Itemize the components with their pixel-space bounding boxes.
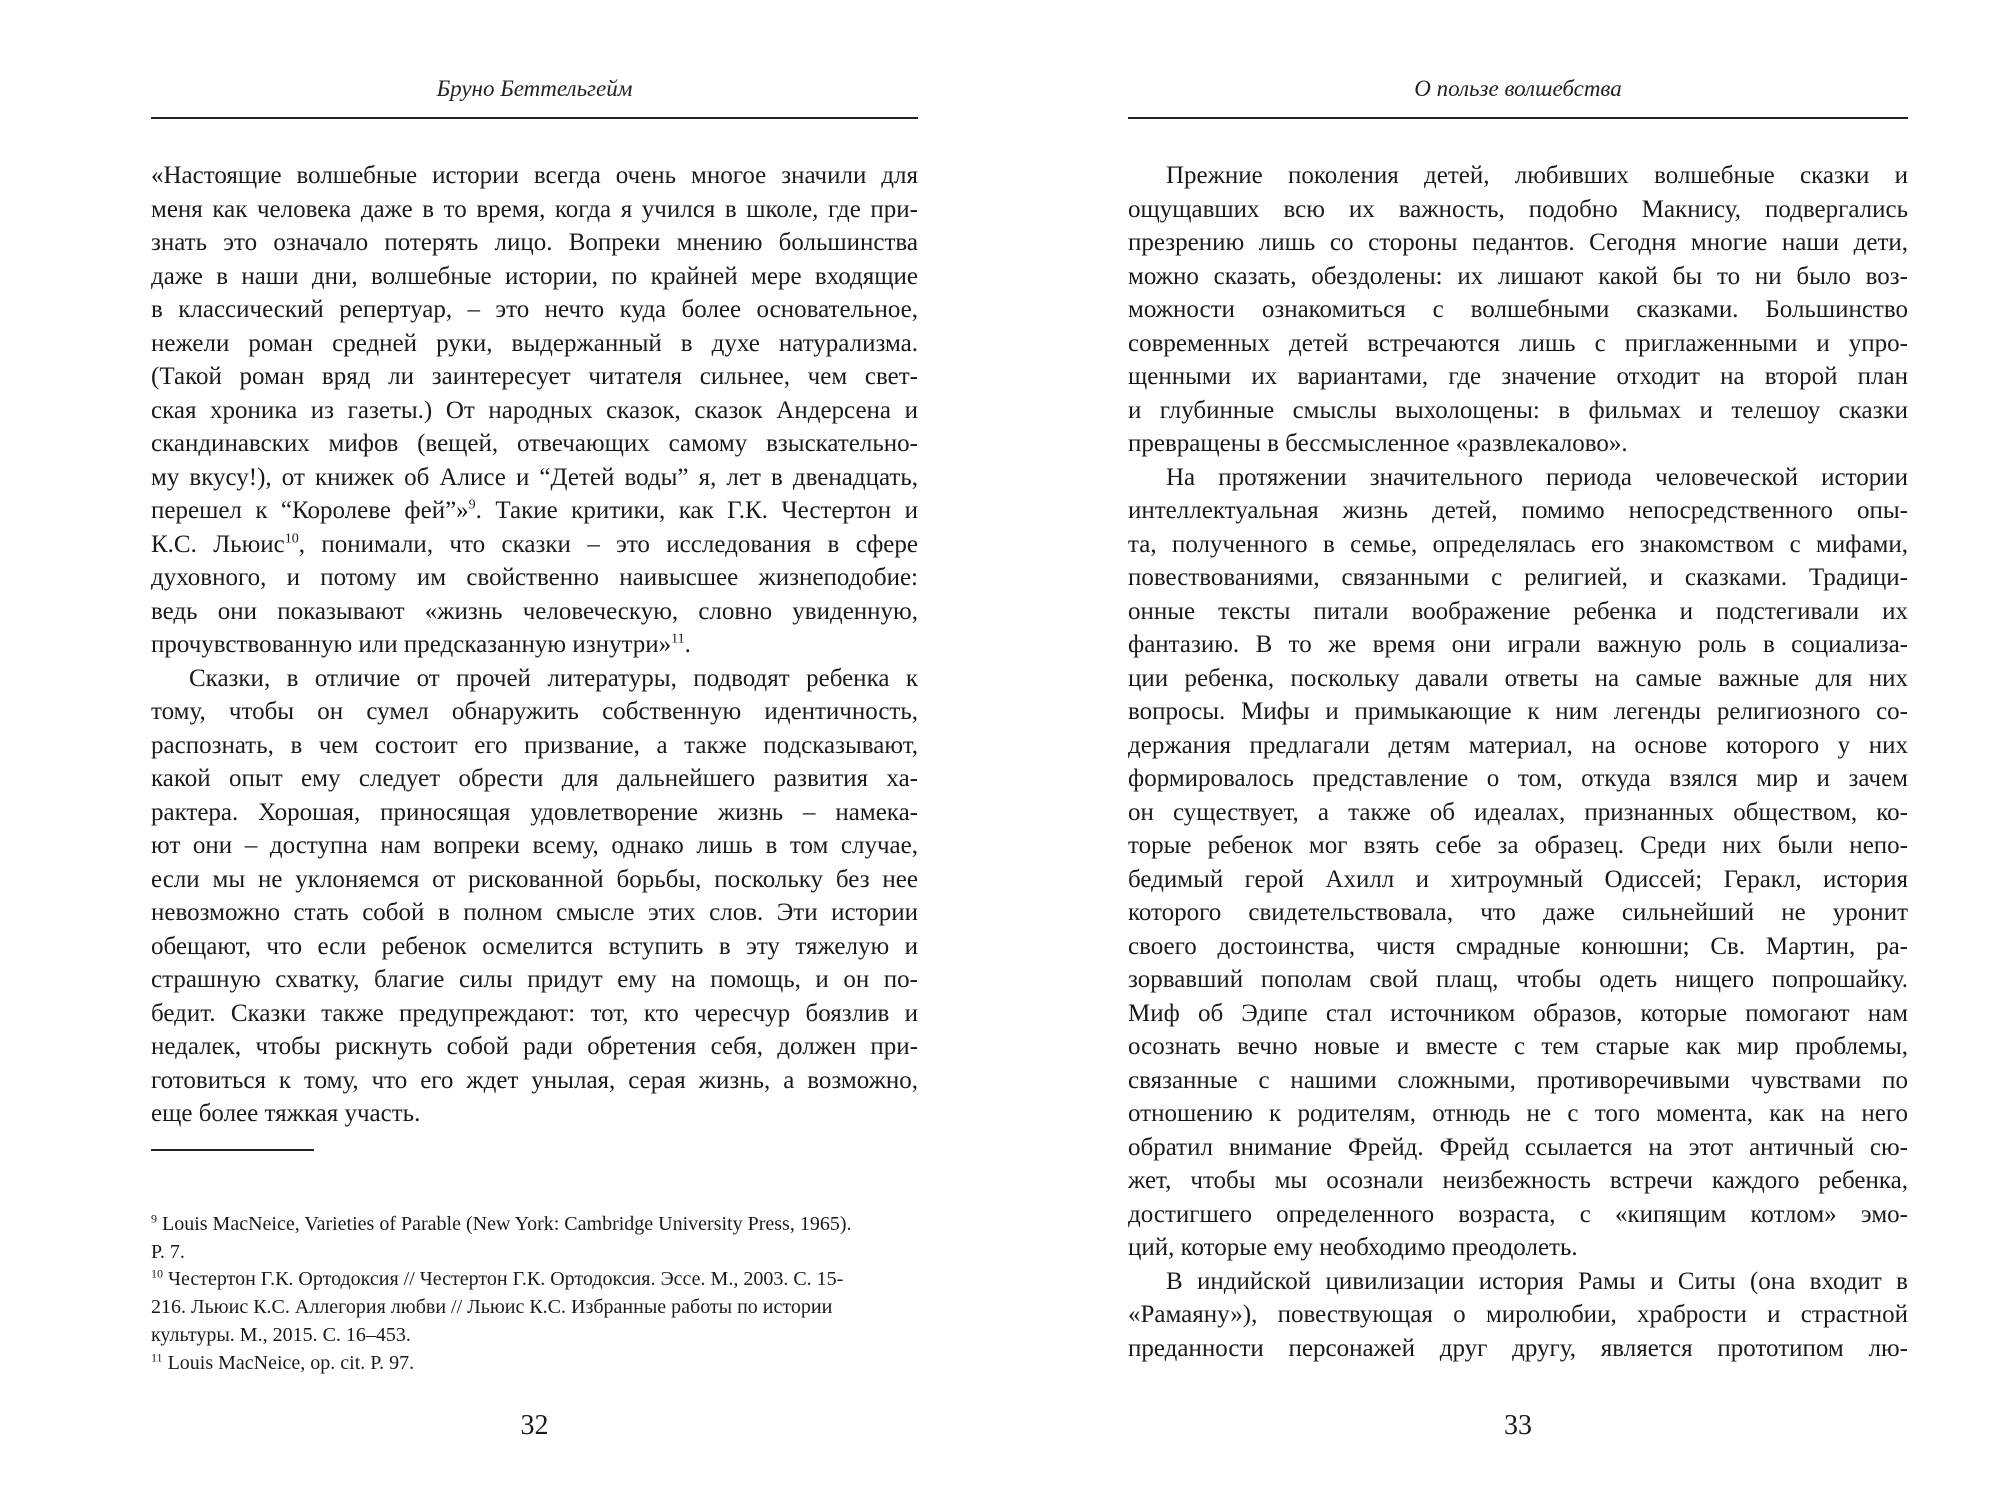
line-text: зорвавший пополам свой плащ, чтобы одеть нищего попрошайку. xyxy=(1128,966,1908,993)
text-line xyxy=(1128,963,1908,997)
line-text: держания предлагали детям материал, на основе которого у них xyxy=(1128,731,1908,759)
text-line xyxy=(1128,1064,1908,1098)
line-text: фантазию. В то же время они играли важную роль в социализа- xyxy=(1128,631,1908,658)
text-line xyxy=(1128,1265,1908,1299)
text-line xyxy=(1128,159,1908,193)
text-line xyxy=(151,997,918,1031)
line-text: страшную схватку, благие силы придут ему на помощь, и он по- xyxy=(151,966,918,993)
paragraph xyxy=(1128,461,1908,1265)
header-rule xyxy=(1128,117,1908,119)
text-line xyxy=(1128,729,1908,763)
text-line xyxy=(151,226,918,260)
line-text: Прежние поколения детей, любивших волшебные сказки и xyxy=(1166,162,1908,189)
line-text: которого свидетельствовала, что даже сильнейший не уронит xyxy=(1128,899,1908,926)
text-line xyxy=(1128,193,1908,227)
line-text: обратил внимание Фрейд. Фрейд ссылается на этот античный сю- xyxy=(1128,1133,1908,1161)
footnote-reference: 10 xyxy=(284,531,299,547)
text-line xyxy=(151,427,918,461)
text-line xyxy=(151,293,918,327)
footnote xyxy=(151,1266,918,1349)
line-text: «Рамаяну»), повествующая о миролюбии, храбрости и страстной xyxy=(1128,1301,1908,1328)
line-text: можности ознакомиться с волшебными сказками. Большинство xyxy=(1128,296,1908,323)
body-text xyxy=(151,159,918,1131)
text-line xyxy=(1128,1298,1908,1332)
line-text: жет, чтобы мы осознали неизбежность встречи каждого ребенка, xyxy=(1128,1167,1908,1194)
line-text: В индийской цивилизации история Рамы и Ситы (она входит в xyxy=(1166,1267,1908,1295)
text-line xyxy=(1128,829,1908,863)
line-text: невозможно стать собой в полном смысле этих слов. Эти истории xyxy=(151,899,918,926)
line-text: скандинавских мифов (вещей, отвечающих самому взыскательно- xyxy=(151,430,918,457)
line-text: готовиться к тому, что его ждет унылая, серая жизнь, а возможно, xyxy=(151,1066,918,1094)
page-number: 33 xyxy=(1504,1410,1532,1441)
text-line xyxy=(1128,695,1908,729)
line-text: тому, чтобы он сумел обнаружить собственную идентичность, xyxy=(151,698,918,725)
text-line xyxy=(151,360,918,394)
line-text: ведь они показывают «жизнь человеческую, словно увиденную, xyxy=(151,597,918,625)
line-text: «Настоящие волшебные истории всегда очень многое значили для xyxy=(151,162,918,189)
text-line xyxy=(1128,260,1908,294)
line-text: превращены в бессмысленное «развлекалово». xyxy=(1128,430,1628,457)
line-text: онные тексты питали воображение ребенка и подстегивали их xyxy=(1128,597,1908,625)
text-line xyxy=(151,695,918,729)
text-line xyxy=(151,1064,918,1098)
line-text: ций, которые ему необходимо преодолеть. xyxy=(1128,1234,1578,1261)
line-text: духовного, и потому им свойственно наивысшее жизнеподобие: xyxy=(151,564,918,591)
line-text: и глубинные смыслы выхолощены: в фильмах и телешоу сказки xyxy=(1128,396,1908,424)
text-line xyxy=(1128,1332,1908,1366)
footnote-text: культуры. М., 2015. С. 16–453. xyxy=(151,1323,411,1346)
text-line xyxy=(1128,1231,1908,1265)
text-line xyxy=(1128,461,1908,495)
text-line xyxy=(1128,394,1908,428)
text-line xyxy=(1128,360,1908,394)
line-text: бедит. Сказки также предупреждают: тот, кто чересчур боязлив и xyxy=(151,999,918,1027)
line-text: связанные с нашими сложными, противоречивыми чувствами по xyxy=(1128,1066,1908,1094)
footnote-text: Louis MacNeice, Varieties of Parable (New York: Cambridge University Press, 1965). xyxy=(162,1213,852,1235)
text-line xyxy=(151,494,918,528)
text-line xyxy=(1128,796,1908,830)
text-line xyxy=(151,528,918,562)
line-text: осознать вечно новые и вместе с тем старые как мир проблемы, xyxy=(1128,1033,1908,1060)
text-line xyxy=(1128,930,1908,964)
footnote xyxy=(151,1350,918,1378)
line-text: му вкусу!), от книжек об Алисе и “Детей воды” я, лет в двенадцать, xyxy=(151,463,918,491)
footnote-marker: 10 xyxy=(151,1266,163,1281)
line-text: та, полученного в семье, определялась его знакомством с мифами, xyxy=(1128,530,1908,558)
line-text: какой опыт ему следует обрести для дальнейшего развития ха- xyxy=(151,765,918,792)
paragraph xyxy=(1128,1265,1908,1366)
line-text: формировалось представление о том, откуда взялся мир и зачем xyxy=(1128,765,1908,792)
line-text: перешел к “Королеве фей”» xyxy=(151,497,469,524)
line-text: знать это означало потерять лицо. Вопреки мнению большинства xyxy=(151,229,918,256)
text-line xyxy=(1128,561,1908,595)
line-text: ют они – доступна нам вопреки всему, однако лишь в том случае, xyxy=(151,832,918,859)
footnote xyxy=(151,1211,918,1266)
text-line xyxy=(151,1030,918,1064)
line-text: своего достоинства, чистя смрадные конюшни; Св. Мартин, ра- xyxy=(1128,932,1908,960)
text-line xyxy=(1128,1131,1908,1165)
line-text: современных детей встречаются лишь с приглаженными и упро- xyxy=(1128,329,1908,357)
line-text: торые ребенок мог взять себе за образец. Среди них были непо- xyxy=(1128,832,1908,859)
footnote-text: Честертон Г.К. Ортодоксия // Честертон Г.К. Ортодоксия. Эссе. М., 2003. С. 15- xyxy=(168,1268,844,1291)
line-text: недалек, чтобы рискнуть собой ради обретения себя, должен при- xyxy=(151,1033,918,1060)
running-head-author: Бруно Беттельгейм xyxy=(436,76,633,101)
line-text: даже в наши дни, волшебные истории, по крайней мере входящие xyxy=(151,262,918,290)
line-text: Сказки, в отличие от прочей литературы, подводят ребенка к xyxy=(189,664,918,692)
text-line xyxy=(1128,1097,1908,1131)
body-text xyxy=(1128,159,1908,1365)
text-line xyxy=(151,829,918,863)
footnote-line xyxy=(151,1322,918,1350)
footnote-line xyxy=(151,1211,918,1239)
text-line xyxy=(1128,863,1908,897)
line-text: Миф об Эдипе стал источником образов, которые помогают нам xyxy=(1128,999,1908,1027)
text-line xyxy=(151,863,918,897)
line-text: вопросы. Мифы и примыкающие к ним легенды религиозного со- xyxy=(1128,698,1908,725)
paragraph xyxy=(151,662,918,1131)
line-text: На протяжении значительного периода человеческой истории xyxy=(1166,463,1908,491)
footnote-marker: 9 xyxy=(151,1211,157,1226)
text-line xyxy=(1128,896,1908,930)
text-line xyxy=(151,1097,918,1131)
line-text: преданности персонажей друг другу, является прототипом лю- xyxy=(1128,1334,1908,1362)
text-line xyxy=(151,461,918,495)
text-line xyxy=(151,896,918,930)
text-line xyxy=(151,628,918,662)
line-text: (Такой роман вряд ли заинтересует читателя сильнее, чем свет- xyxy=(151,363,918,390)
footnote-text: P. 7. xyxy=(151,1240,185,1263)
text-line xyxy=(151,963,918,997)
text-line xyxy=(151,159,918,193)
line-text: распознать, в чем состоит его призвание, а также подсказывают, xyxy=(151,731,918,759)
footnotes xyxy=(151,1211,918,1377)
line-text: обещают, что если ребенок осмелится вступить в эту тяжелую и xyxy=(151,932,918,960)
text-line xyxy=(1128,628,1908,662)
text-line xyxy=(1128,1198,1908,1232)
text-line xyxy=(151,327,918,361)
text-line xyxy=(151,729,918,763)
text-line xyxy=(1128,427,1908,461)
paragraph xyxy=(151,159,918,662)
text-line xyxy=(1128,226,1908,260)
text-line xyxy=(151,762,918,796)
running-head-title: О пользе волшебства xyxy=(1414,76,1622,101)
line-text: достигшего определенного возраста, с «кипящим котлом» эмо- xyxy=(1128,1200,1908,1228)
line-text: он существует, а также об идеалах, признанных обществом, ко- xyxy=(1128,798,1908,826)
page-number: 32 xyxy=(520,1410,549,1441)
text-line xyxy=(1128,662,1908,696)
text-line xyxy=(1128,595,1908,629)
text-line xyxy=(151,595,918,629)
text-line xyxy=(1128,1164,1908,1198)
text-line xyxy=(151,193,918,227)
text-line xyxy=(1128,997,1908,1031)
footnote-line xyxy=(151,1266,918,1294)
line-text: меня как человека даже в то время, когда я учился в школе, где при- xyxy=(151,195,918,223)
footnote-reference: 9 xyxy=(468,497,476,513)
line-text: , понимали, что сказки – это исследования в сфере xyxy=(298,530,918,558)
line-text: в классический репертуар, – это нечто куда более основательное, xyxy=(151,296,918,323)
text-line xyxy=(1128,528,1908,562)
footnote-marker: 11 xyxy=(151,1349,163,1364)
footnote-text: Louis MacNeice, op. cit. P. 97. xyxy=(167,1351,415,1374)
footnote-reference: 11 xyxy=(671,631,685,647)
text-line xyxy=(1128,1030,1908,1064)
footnote-line xyxy=(151,1294,918,1322)
line-text: ощущавших всю их важность, подобно Макнису, подвергались xyxy=(1128,195,1908,223)
text-line xyxy=(151,930,918,964)
footnote-text: 216. Льюис К.С. Аллегория любви // Льюис К.С. Избранные работы по истории xyxy=(151,1296,833,1319)
line-text: еще более тяжкая участь. xyxy=(151,1100,421,1127)
text-line xyxy=(151,662,918,696)
text-line xyxy=(1128,327,1908,361)
text-line xyxy=(151,260,918,294)
line-text: щенными их вариантами, где значение отходит на второй план xyxy=(1128,363,1908,390)
footnote-separator xyxy=(151,1149,314,1151)
line-text: интеллектуальная жизнь детей, помимо непосредственного опы- xyxy=(1128,497,1908,524)
paragraph xyxy=(1128,159,1908,461)
header-rule xyxy=(151,117,918,119)
line-text: К.С. Льюис xyxy=(151,530,285,558)
left-page xyxy=(151,0,918,1504)
line-text: повествованиями, связанными с религией, и сказками. Традици- xyxy=(1128,564,1908,591)
line-text: презрению лишь со стороны педантов. Сегодня многие наши дети, xyxy=(1128,229,1908,256)
line-text: прочувствованную или предсказанную изнутри» xyxy=(151,631,672,658)
text-line xyxy=(151,796,918,830)
text-line xyxy=(1128,762,1908,796)
text-line xyxy=(151,394,918,428)
line-text: рактера. Хорошая, приносящая удовлетворение жизнь – намека- xyxy=(151,798,918,826)
text-line xyxy=(1128,494,1908,528)
line-text: . xyxy=(684,631,691,658)
line-text: бедимый герой Ахилл и хитроумный Одиссей; Геракл, история xyxy=(1128,865,1908,893)
footnote-line xyxy=(151,1239,918,1267)
text-line xyxy=(151,561,918,595)
line-text: если мы не уклоняемся от рискованной борьбы, поскольку без нее xyxy=(151,865,918,893)
line-text: ции ребенка, поскольку давали ответы на самые важные для них xyxy=(1128,664,1908,692)
right-page xyxy=(1128,0,1908,1504)
text-line xyxy=(1128,293,1908,327)
line-text: ская хроника из газеты.) От народных сказок, сказок Андерсена и xyxy=(151,396,918,424)
line-text: нежели роман средней руки, выдержанный в духе натурализма. xyxy=(151,329,918,357)
line-text: можно сказать, обездолены: их лишают какой бы то ни было воз- xyxy=(1128,262,1908,290)
line-text: . Такие критики, как Г.К. Честертон и xyxy=(475,497,918,524)
footnote-line xyxy=(151,1350,918,1378)
line-text: отношению к родителям, отнюдь не с того момента, как на него xyxy=(1128,1100,1908,1127)
